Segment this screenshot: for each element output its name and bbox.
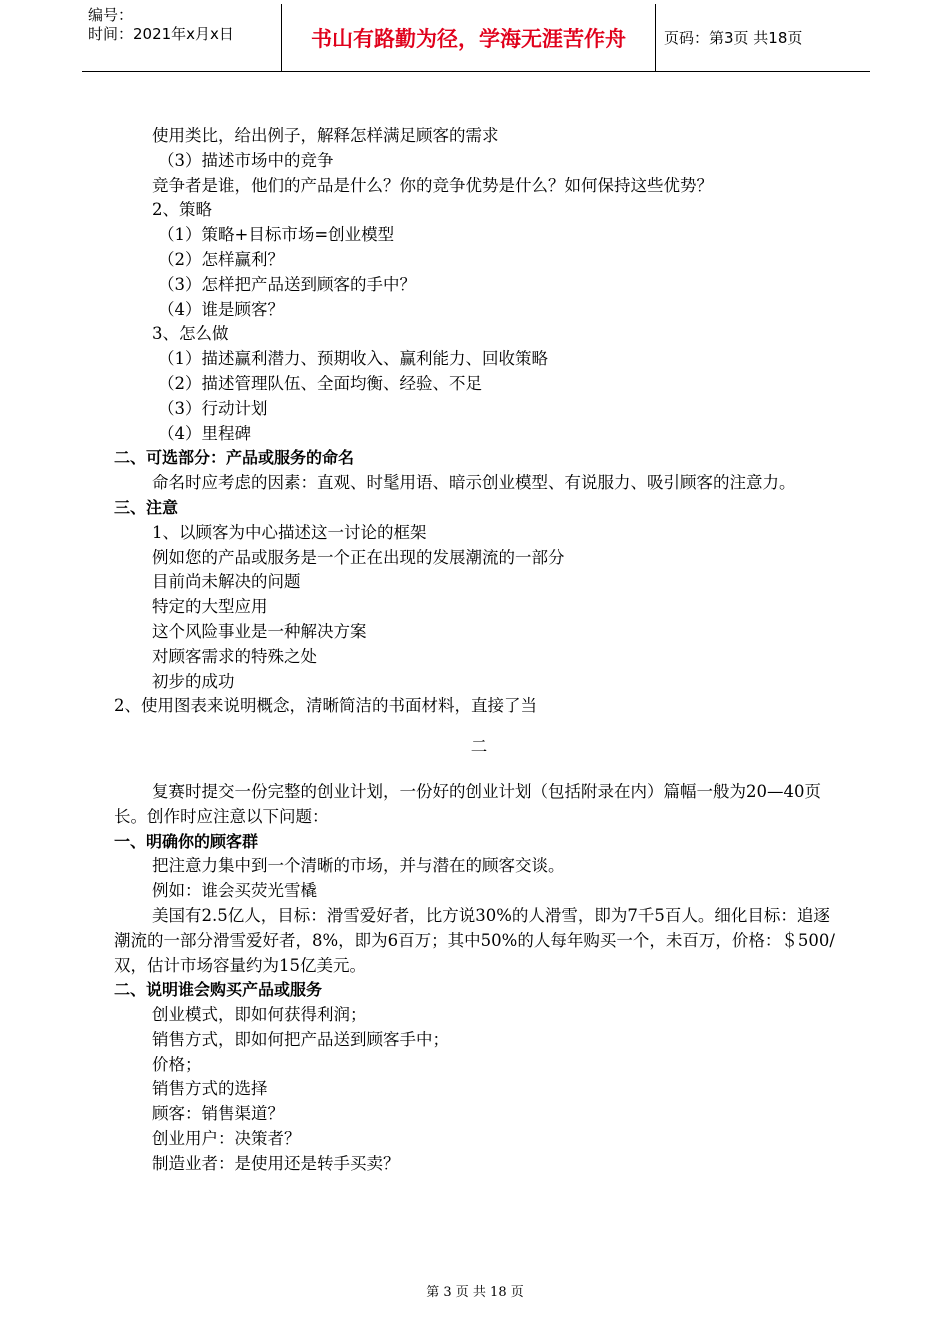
document-body [114, 124, 844, 1177]
text-line: 价格； [152, 1054, 202, 1074]
text-line: 例如您的产品或服务是一个正在出现的发展潮流的一部分 [152, 547, 565, 567]
text-line: 特定的大型应用 [152, 597, 268, 617]
text-line: 顾客：销售渠道？ [152, 1104, 284, 1124]
section-heading: 二、说明谁会购买产品或服务 [114, 980, 323, 1000]
text-line: （3）怎样把产品送到顾客的手中？ [158, 274, 416, 294]
text-line: （1）描述赢利潜力、预期收入、赢利能力、回收策略 [158, 349, 548, 369]
text-line: （4）谁是顾客？ [158, 299, 284, 319]
number-label: 编号： [88, 6, 134, 24]
text-line: 对顾客需求的特殊之处 [152, 646, 317, 666]
text-line: 二 [470, 737, 488, 757]
text-line: 创业模式，即如何获得利润； [152, 1005, 367, 1025]
section-heading: 三、注意 [114, 497, 179, 517]
text-line: （3）行动计划 [158, 398, 268, 418]
section-heading: 二、可选部分：产品或服务的命名 [114, 448, 355, 468]
text-line: 1、以顾客为中心描述这一讨论的框架 [152, 522, 427, 542]
text-line: 创业用户：决策者？ [152, 1129, 301, 1149]
text-line: （2）描述管理队伍、全面均衡、经验、不足 [158, 373, 482, 393]
text-line: 命名时应考虑的因素：直观、时髦用语、暗示创业模型、有说服力、吸引顾客的注意力。 [152, 473, 796, 493]
text-line: 这个风险事业是一种解决方案 [152, 621, 367, 641]
text-line: 3、怎么做 [152, 324, 229, 344]
page-footer: 第 3 页 共 18 页 [426, 1285, 524, 1300]
text-line: 美国有2.5亿人，目标：滑雪爱好者，比方说30%的人滑雪，即为7千5百人。细化目标：追逐潮流的一部分滑雪爱好者，8%，即为6百万；其中50%的人每年购买一个，未百万，价格：＄500/双，估计市场容量约为15亿美元。 [114, 905, 835, 975]
text-line: 2、使用图表来说明概念，清晰简洁的书面材料，直接了当 [114, 696, 537, 716]
text-line: 使用类比，给出例子，解释怎样满足顾客的需求 [152, 126, 499, 145]
text-line: 目前尚未解决的问题 [152, 572, 301, 592]
text-line: 销售方式的选择 [152, 1079, 268, 1099]
text-line: （3）描述市场中的竞争 [158, 150, 334, 170]
time-label: 时间：2021年x月x日 [88, 25, 234, 43]
header-motto: 书山有路勤为径，学海无涯苦作舟 [282, 4, 656, 71]
header-meta [82, 4, 282, 71]
text-line: 例如：谁会买荧光雪橇 [152, 881, 317, 901]
text-line: 销售方式，即如何把产品送到顾客手中； [152, 1029, 449, 1049]
text-line: （4）里程碑 [158, 423, 251, 443]
text-line: 2、策略 [152, 200, 212, 220]
text-line: 制造业者：是使用还是转手买卖？ [152, 1153, 400, 1173]
text-line: （1）策略+目标市场=创业模型 [158, 225, 395, 245]
text-line: 复赛时提交一份完整的创业计划，一份好的创业计划（包括附录在内）篇幅一般为20—40页长。创作时应注意以下问题： [114, 781, 821, 826]
text-line: （2）怎样赢利？ [158, 249, 284, 269]
section-heading: 一、明确你的顾客群 [114, 831, 259, 851]
header-page-info: 页码：第3页 共18页 [664, 29, 803, 47]
text-line: 初步的成功 [152, 671, 235, 691]
text-line: 把注意力集中到一个清晰的市场，并与潜在的顾客交谈。 [152, 856, 565, 876]
text-line: 竞争者是谁，他们的产品是什么？你的竞争优势是什么？如何保持这些优势？ [152, 175, 713, 195]
page-header [82, 4, 870, 72]
